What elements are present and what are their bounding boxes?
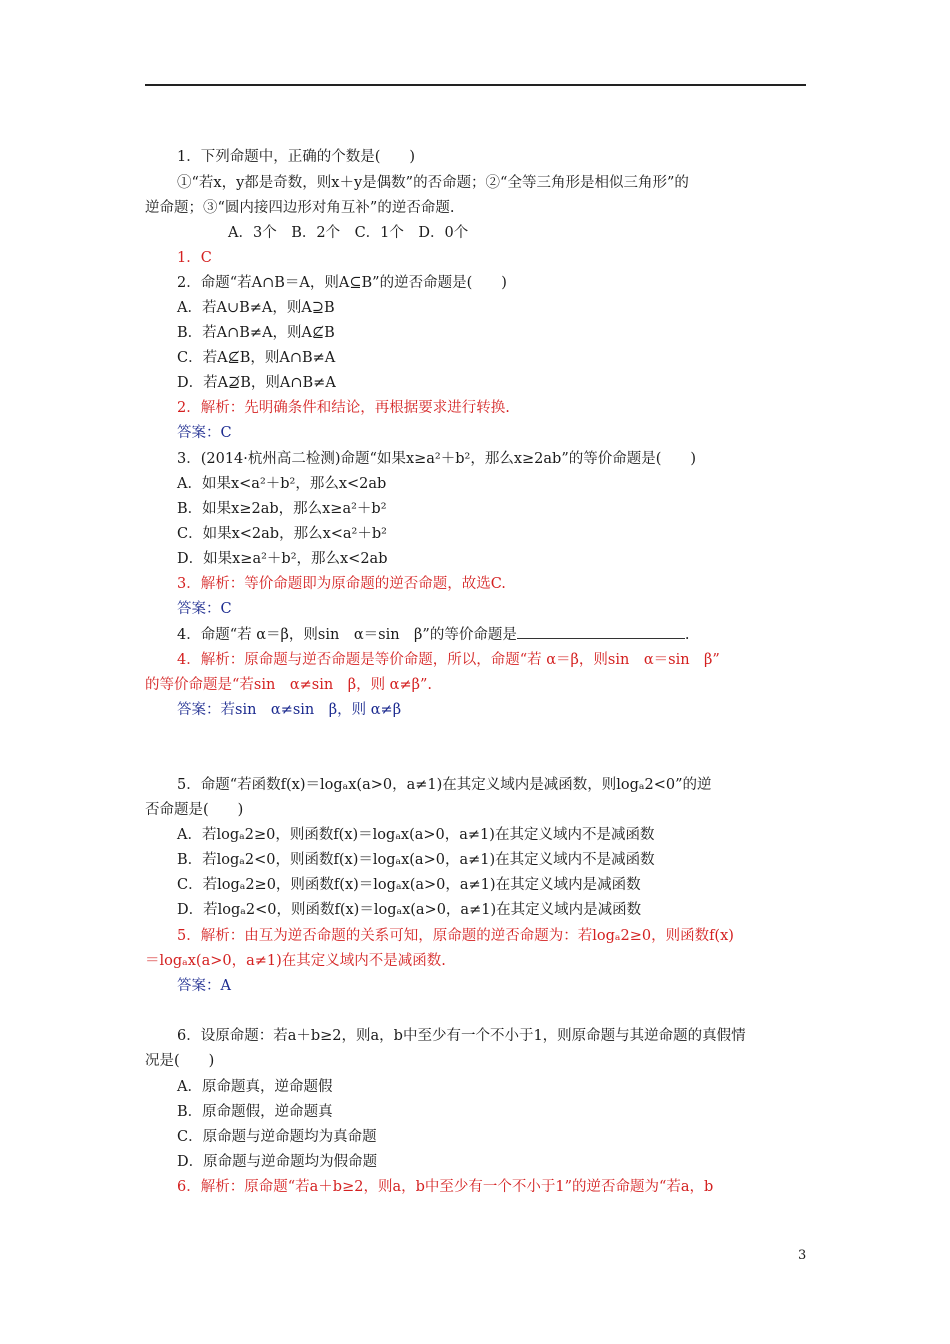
question-2-option-d: D．若A⊉B，则A∩B≠A: [177, 375, 336, 391]
question-2-option-a: A．若A∪B≠A，则A⊇B: [177, 300, 335, 316]
answer-5: 答案：A: [177, 978, 231, 994]
question-1-line-2: ①“若x，y都是奇数，则x＋y是偶数”的否命题；②“全等三角形是相似三角形”的: [177, 175, 689, 191]
question-5-line-2: 否命题是( ): [145, 802, 244, 818]
question-1-stem: 1．下列命题中，正确的个数是( ): [177, 149, 416, 165]
question-3-option-d: D．如果x≥a²＋b²，那么x<2ab: [177, 551, 388, 567]
question-6-option-c: C．原命题与逆命题均为真命题: [177, 1129, 377, 1145]
question-5-option-c: C．若logₐ2≥0，则函数f(x)＝logₐx(a>0，a≠1)在其定义域内是减函数: [177, 877, 641, 893]
question-3-option-b: B．如果x≥2ab，那么x≥a²＋b²: [177, 501, 387, 517]
analysis-4-line-2: 的等价命题是“若sin α≠sin β，则 α≠β”.: [145, 677, 433, 693]
analysis-5: 5．解析：由互为逆否命题的关系可知，原命题的逆否命题为：若logₐ2≥0，则函数f(x): [177, 928, 734, 944]
analysis-6: 6．解析：原命题“若a＋b≥2，则a，b中至少有一个不小于1”的逆否命题为“若a，b: [177, 1179, 714, 1195]
answer-2: 答案：C: [177, 425, 232, 441]
question-6-option-b: B．原命题假，逆命题真: [177, 1104, 333, 1120]
header-rule: [145, 84, 806, 86]
question-6-option-a: A．原命题真，逆命题假: [177, 1079, 333, 1095]
question-2-option-b: B．若A∩B≠A，则A⊈B: [177, 325, 335, 341]
answer-4: 答案：若sin α≠sin β，则 α≠β: [177, 702, 402, 718]
analysis-4: 4．解析：原命题与逆否命题是等价命题，所以，命题“若 α＝β，则sin α＝sin β”: [177, 652, 720, 668]
question-2-stem: 2．命题“若A∩B＝A，则A⊆B”的逆否命题是( ): [177, 275, 507, 291]
question-5-option-d: D．若logₐ2<0，则函数f(x)＝logₐx(a>0，a≠1)在其定义域内是减函数: [177, 902, 642, 918]
question-5-option-b: B．若logₐ2<0，则函数f(x)＝logₐx(a>0，a≠1)在其定义域内不是减函数: [177, 852, 655, 868]
question-1-line-3: 逆命题；③“圆内接四边形对角互补”的逆否命题.: [145, 200, 455, 216]
question-4-period: .: [684, 627, 690, 643]
page-number: 3: [798, 1248, 807, 1263]
analysis-2: 2．解析：先明确条件和结论，再根据要求进行转换.: [177, 400, 510, 416]
question-6-stem: 6．设原命题：若a＋b≥2，则a，b中至少有一个不小于1，则原命题与其逆命题的真假情: [177, 1028, 746, 1044]
question-2-option-c: C．若A⊈B，则A∩B≠A: [177, 350, 336, 366]
question-6-line-2: 况是( ): [145, 1053, 215, 1069]
question-5-stem: 5．命题“若函数f(x)＝logₐx(a>0，a≠1)在其定义域内是减函数，则logₐ2<0”的逆: [177, 777, 712, 793]
analysis-5-line-2: ＝logₐx(a>0，a≠1)在其定义域内不是减函数.: [145, 953, 446, 969]
question-4-text: 4．命题“若 α＝β，则sin α＝sin β”的等价命题是: [177, 627, 517, 643]
question-3-stem: 3．(2014·杭州高二检测)命题“如果x≥a²＋b²，那么x≥2ab”的等价命题是( ): [177, 451, 697, 467]
answer-1: 1．C: [177, 250, 212, 266]
answer-blank: [517, 624, 685, 639]
question-5-option-a: A．若logₐ2≥0，则函数f(x)＝logₐx(a>0，a≠1)在其定义域内不是减函数: [177, 827, 655, 843]
analysis-3: 3．解析：等价命题即为原命题的逆否命题，故选C.: [177, 576, 506, 592]
question-1-options: A．3个 B．2个 C．1个 D．0个: [228, 225, 469, 241]
question-3-option-a: A．如果x<a²＋b²，那么x<2ab: [177, 476, 387, 492]
question-3-option-c: C．如果x<2ab，那么x<a²＋b²: [177, 526, 387, 542]
answer-3: 答案：C: [177, 601, 232, 617]
question-4-stem: [177, 624, 689, 644]
question-6-option-d: D．原命题与逆命题均为假命题: [177, 1154, 378, 1170]
